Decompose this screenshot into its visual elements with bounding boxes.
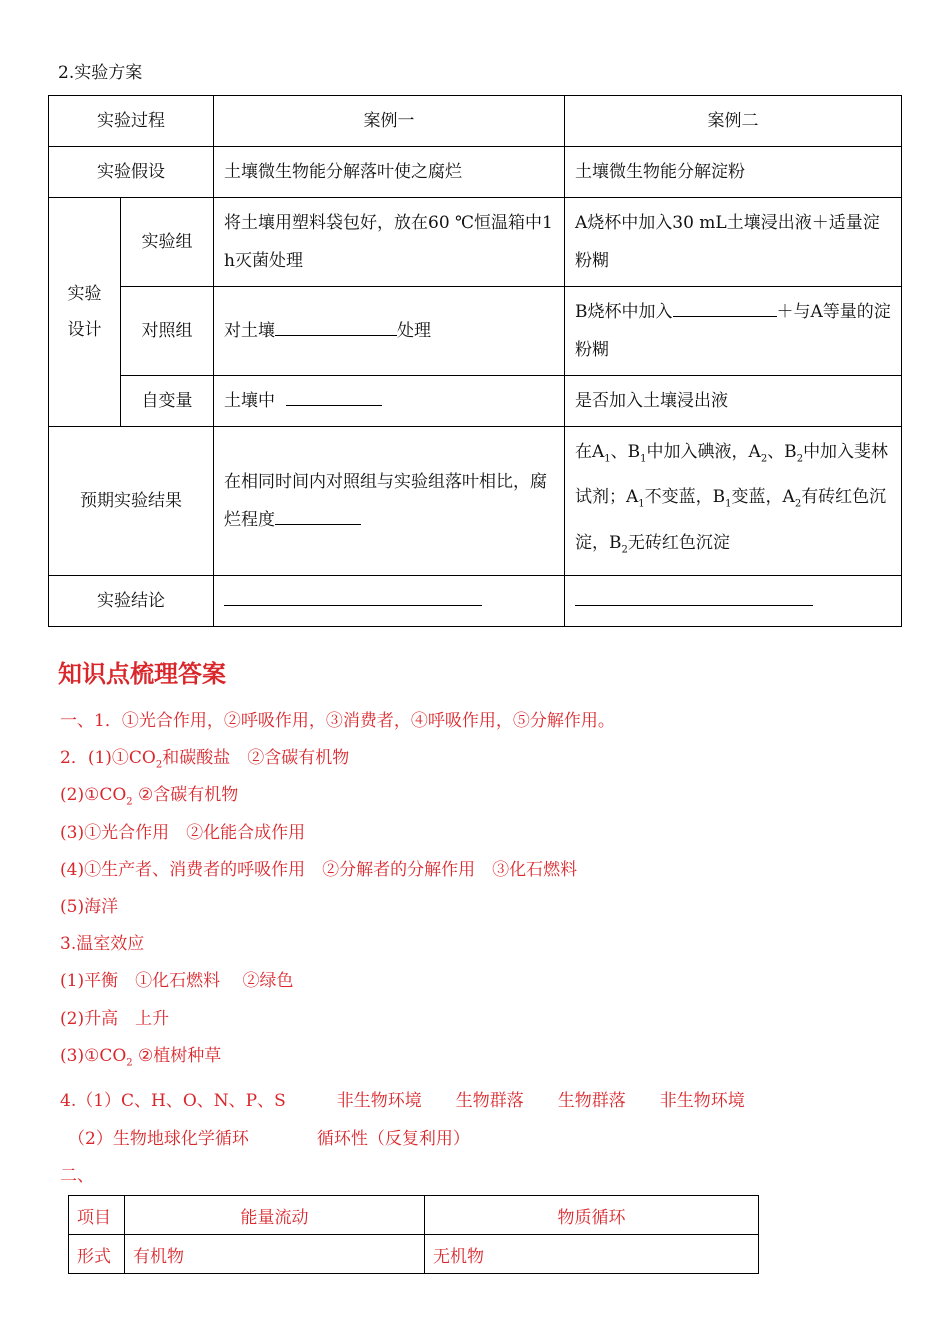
section-heading: 2.实验方案: [58, 63, 143, 83]
table-cell: [214, 376, 565, 427]
table-row: [69, 1235, 759, 1274]
table-cell: 土壤微生物能分解落叶使之腐烂: [214, 147, 565, 198]
answer-line: 一、1．①光合作用，②呼吸作用，③消费者，④呼吸作用，⑤分解作用。: [60, 711, 615, 731]
row-label: 自变量: [121, 376, 214, 427]
answers-title: 知识点梳理答案: [58, 660, 226, 688]
table-cell: 在$A_1$、$B_1$中加入碘液，$A_2$、$B_2$中加入斐林试剂；$A_1$不变蓝，$B_1$变蓝，$A_2$有砖红色沉淀，$B_2$无砖红色沉淀: [565, 427, 902, 576]
fill-blank[interactable]: [673, 296, 777, 317]
row-label: 对照组: [121, 287, 214, 376]
header-cell: 案例一: [214, 96, 565, 147]
table-cell: 形式: [69, 1235, 125, 1274]
table-cell: 土壤微生物能分解淀粉: [565, 147, 902, 198]
table-row: [49, 198, 902, 287]
answer-line: (5)海洋: [60, 897, 119, 917]
table-cell: [214, 576, 565, 627]
header-cell: 实验过程: [49, 96, 214, 147]
experiment-table: [48, 95, 902, 627]
answer-line: 4.（1）C、H、O、N、P、S 非生物环境 生物群落 生物群落 非生物环境: [60, 1091, 745, 1111]
table-cell: 无机物: [425, 1235, 759, 1274]
table-cell: 能量流动: [125, 1196, 425, 1235]
row-label: 实验结论: [49, 576, 214, 627]
table-cell: [565, 287, 902, 376]
table-row: [49, 427, 902, 576]
table-row: [49, 376, 902, 427]
row-label: 实验组: [121, 198, 214, 287]
cell-text: ＋与A等量的淀粉糊: [575, 302, 891, 360]
table-row: [49, 576, 902, 627]
row-label: 实验假设: [49, 147, 214, 198]
design-label: 实验 设计: [67, 284, 102, 340]
table-cell: 项目: [69, 1196, 125, 1235]
table-row: [49, 96, 902, 147]
table-row: [69, 1196, 759, 1235]
row-label: [49, 198, 121, 427]
answer-line: $(3)①CO_2$ ②植树种草: [60, 1046, 222, 1069]
cell-text: 处理: [397, 321, 431, 341]
table-row: [49, 287, 902, 376]
answer-line: $(2)①CO_2$ ②含碳有机物: [60, 785, 239, 808]
table-cell: 有机物: [125, 1235, 425, 1274]
fill-blank[interactable]: [286, 385, 382, 406]
header-cell: 案例二: [565, 96, 902, 147]
answer-line: （2）生物地球化学循环 循环性（反复利用）: [68, 1129, 470, 1149]
answer-line: 2．$(1)①CO_2$和碳酸盐 ②含碳有机物: [60, 748, 350, 771]
answer-line: 3.温室效应: [60, 934, 145, 954]
table-cell: [214, 427, 565, 576]
answer-line: (2)升高 上升: [60, 1009, 170, 1029]
fill-blank[interactable]: [275, 504, 361, 525]
table-row: [49, 147, 902, 198]
cell-text: 土壤中: [224, 391, 275, 411]
answer-line: 二、: [60, 1166, 94, 1186]
cell-text: B烧杯中加入: [575, 302, 673, 322]
table-cell: 将土壤用塑料袋包好，放在60 ℃恒温箱中1 h灭菌处理: [214, 198, 565, 287]
cell-text: 在相同时间内对照组与实验组落叶相比，腐烂程度: [224, 472, 547, 531]
cell-text: 对土壤: [224, 321, 275, 341]
answer-line: (3)①光合作用 ②化能合成作用: [60, 823, 306, 843]
table-cell: 是否加入土壤浸出液: [565, 376, 902, 427]
fill-blank[interactable]: [275, 315, 397, 336]
answer-line: (1)平衡 ①化石燃料 ②绿色: [60, 971, 294, 991]
table-cell: A烧杯中加入30 mL土壤浸出液＋适量淀粉糊: [565, 198, 902, 287]
answer-line: (4)①生产者、消费者的呼吸作用 ②分解者的分解作用 ③化石燃料: [60, 860, 578, 880]
fill-blank[interactable]: [575, 585, 813, 606]
table-cell: [214, 287, 565, 376]
row-label: 预期实验结果: [49, 427, 214, 576]
table-cell: [565, 576, 902, 627]
table-cell: 物质循环: [425, 1196, 759, 1235]
comparison-table: [68, 1195, 759, 1274]
fill-blank[interactable]: [224, 585, 482, 606]
